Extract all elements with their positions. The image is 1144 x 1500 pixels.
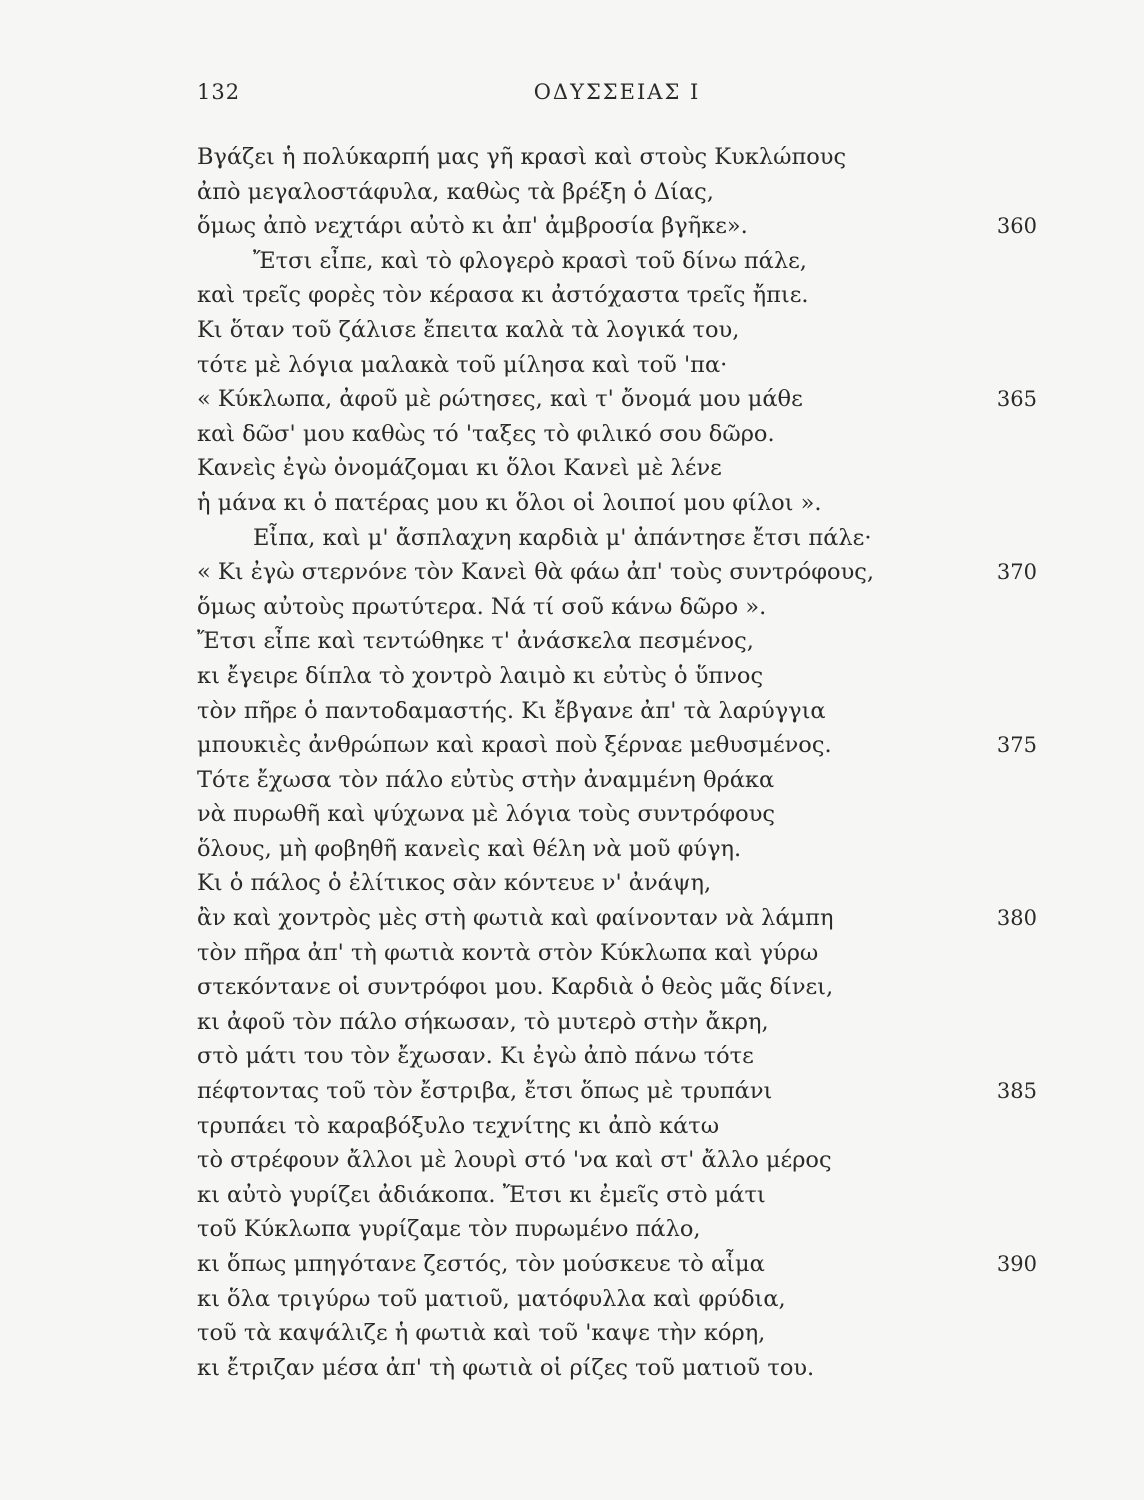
verse-text: στεκόντανε οἱ συντρόφοι μου. Καρδιὰ ὁ θεὸς μᾶς δίνει, bbox=[197, 974, 834, 1001]
verse-line bbox=[197, 832, 1037, 867]
verse-text: κι ἔγειρε δίπλα τὸ χοντρὸ λαιμὸ κι εὐτὺς ὁ ὕπνος bbox=[197, 662, 764, 689]
verse-text: τότε μὲ λόγια μαλακὰ τοῦ μίλησα καὶ τοῦ 'πα· bbox=[197, 351, 728, 378]
verse-text: νὰ πυρωθῆ καὶ ψύχωνα μὲ λόγια τοὺς συντρόφους bbox=[197, 801, 776, 828]
verse-text: ὅλους, μὴ φοβηθῆ κανεὶς καὶ θέλη νὰ μοῦ φύγη. bbox=[197, 835, 742, 862]
verse-text: Κι ὅταν τοῦ ζάλισε ἔπειτα καλὰ τὰ λογικά του, bbox=[197, 316, 740, 343]
verse-text: κι αὐτὸ γυρίζει ἀδιάκοπα. Ἔτσι κι ἐμεῖς στὸ μάτι bbox=[197, 1181, 766, 1208]
verse-text: Κι ὁ πάλος ὁ ἐλίτικος σὰν κόντευε ν' ἀνάψη, bbox=[197, 870, 712, 897]
verse-text: τοῦ Κύκλωπα γυρίζαμε τὸν πυρωμένο πάλο, bbox=[197, 1216, 701, 1243]
running-title: ΟΔΥΣΣΕΙΑΣ Ι bbox=[533, 80, 701, 104]
verse-text: τοῦ τὰ καψάλιζε ἡ φωτιὰ καὶ τοῦ 'καψε τὴν κόρη, bbox=[197, 1320, 766, 1347]
verse-text: ἂν καὶ χοντρὸς μὲς στὴ φωτιὰ καὶ φαίνονταν νὰ λάμπη bbox=[197, 905, 834, 932]
poem-text bbox=[197, 140, 1037, 1385]
verse-line bbox=[197, 1178, 1037, 1213]
verse-line bbox=[197, 417, 1037, 452]
verse-line bbox=[197, 763, 1037, 798]
verse-line bbox=[197, 278, 1037, 313]
verse-text: κι ἔτριζαν μέσα ἀπ' τὴ φωτιὰ οἱ ρίζες τοῦ ματιοῦ του. bbox=[197, 1354, 815, 1381]
verse-line bbox=[197, 797, 1037, 832]
verse-text: Ἔτσι εἶπε καὶ τεντώθηκε τ' ἀνάσκελα πεσμένος, bbox=[197, 628, 754, 655]
verse-line bbox=[197, 209, 1037, 244]
verse-line bbox=[197, 521, 1037, 556]
line-number: 380 bbox=[996, 906, 1037, 931]
verse-text: μπουκιὲς ἀνθρώπων καὶ κρασὶ ποὺ ξέρναε μεθυσμένος. bbox=[197, 732, 832, 759]
verse-line bbox=[197, 244, 1037, 279]
verse-line bbox=[197, 901, 1037, 936]
page-header bbox=[197, 80, 1037, 114]
verse-line bbox=[197, 1039, 1037, 1074]
verse-line bbox=[197, 451, 1037, 486]
verse-text: Κανεὶς ἐγὼ ὀνομάζομαι κι ὅλοι Κανεὶ μὲ λένε bbox=[197, 455, 722, 482]
verse-line bbox=[197, 1282, 1037, 1317]
verse-line bbox=[197, 1005, 1037, 1040]
verse-text: Τότε ἔχωσα τὸν πάλο εὐτὺς στὴν ἀναμμένη θράκα bbox=[197, 766, 775, 793]
verse-line bbox=[197, 659, 1037, 694]
verse-line bbox=[197, 313, 1037, 348]
line-number: 390 bbox=[996, 1252, 1037, 1276]
verse-line bbox=[197, 1143, 1037, 1178]
verse-text: τὸ στρέφουν ἄλλοι μὲ λουρὶ στό 'να καὶ στ' ἄλλο μέρος bbox=[197, 1147, 832, 1174]
verse-line bbox=[197, 1247, 1037, 1282]
verse-text: ἡ μάνα κι ὁ πατέρας μου κι ὅλοι οἱ λοιποί μου φίλοι ». bbox=[197, 489, 822, 516]
verse-line bbox=[197, 624, 1037, 659]
verse-text: τὸν πῆρα ἀπ' τὴ φωτιὰ κοντὰ στὸν Κύκλωπα καὶ γύρω bbox=[197, 939, 819, 966]
verse-line bbox=[197, 555, 1037, 590]
line-number: 365 bbox=[996, 387, 1037, 412]
line-number: 375 bbox=[996, 733, 1037, 758]
verse-line bbox=[197, 348, 1037, 383]
verse-text: τρυπάει τὸ καραβόξυλο τεχνίτης κι ἀπὸ κάτω bbox=[197, 1112, 720, 1139]
page-number: 132 bbox=[197, 80, 241, 104]
verse-text: κι ὅλα τριγύρω τοῦ ματιοῦ, ματόφυλλα καὶ φρύδια, bbox=[197, 1285, 786, 1312]
verse-text: στὸ μάτι του τὸν ἔχωσαν. Κι ἐγὼ ἀπὸ πάνω τότε bbox=[197, 1043, 754, 1070]
verse-line bbox=[197, 866, 1037, 901]
verse-line bbox=[197, 1109, 1037, 1144]
verse-text: τὸν πῆρε ὁ παντοδαμαστής. Κι ἔβγανε ἀπ' τὰ λαρύγγια bbox=[197, 697, 826, 724]
verse-line bbox=[197, 175, 1037, 210]
verse-line bbox=[197, 970, 1037, 1005]
verse-line bbox=[197, 140, 1037, 175]
verse-line bbox=[197, 590, 1037, 625]
verse-text: κι ὅπως μπηγότανε ζεστός, τὸν μούσκευε τὸ αἷμα bbox=[197, 1251, 765, 1277]
verse-line bbox=[197, 486, 1037, 521]
line-number: 385 bbox=[996, 1079, 1037, 1104]
verse-text: καὶ δῶσ' μου καθὼς τό 'ταξες τὸ φιλικό σου δῶρο. bbox=[197, 420, 775, 447]
verse-text: ὅμως ἀπὸ νεχτάρι αὐτὸ κι ἀπ' ἀμβροσία βγῆκε». bbox=[197, 213, 748, 240]
verse-text: καὶ τρεῖς φορὲς τὸν κέρασα κι ἀστόχαστα τρεῖς ἤπιε. bbox=[197, 282, 809, 309]
verse-line bbox=[197, 728, 1037, 763]
verse-text: ὅμως αὐτοὺς πρωτύτερα. Νά τί σοῦ κάνω δῶρο ». bbox=[197, 593, 767, 620]
verse-text: Βγάζει ἡ πολύκαρπή μας γῆ κρασὶ καὶ στοὺς Κυκλώπους bbox=[197, 144, 847, 170]
verse-line bbox=[197, 382, 1037, 417]
verse-line bbox=[197, 936, 1037, 971]
line-number: 370 bbox=[996, 560, 1037, 585]
verse-line bbox=[197, 1074, 1037, 1109]
verse-line bbox=[197, 1316, 1037, 1351]
verse-text: « Κύκλωπα, ἀφοῦ μὲ ρώτησες, καὶ τ' ὄνομά μου μάθε bbox=[197, 386, 803, 413]
verse-text: πέφτοντας τοῦ τὸν ἔστριβα, ἔτσι ὅπως μὲ τρυπάνι bbox=[197, 1078, 773, 1105]
verse-text: ἀπὸ μεγαλοστάφυλα, καθὼς τὰ βρέξη ὁ Δίας, bbox=[197, 178, 714, 205]
verse-line bbox=[197, 1351, 1037, 1386]
verse-line bbox=[197, 1212, 1037, 1247]
line-number: 360 bbox=[996, 214, 1037, 239]
verse-text: « Κι ἐγὼ στερνόνε τὸν Κανεὶ θὰ φάω ἀπ' τοὺς συντρόφους, bbox=[197, 559, 875, 586]
verse-line bbox=[197, 694, 1037, 729]
verse-text: Εἶπα, καὶ μ' ἄσπλαχνη καρδιὰ μ' ἀπάντησε ἔτσι πάλε· bbox=[253, 524, 872, 551]
verse-text: κι ἀφοῦ τὸν πάλο σήκωσαν, τὸ μυτερὸ στὴν ἄκρη, bbox=[197, 1008, 769, 1035]
verse-text: Ἔτσι εἶπε, καὶ τὸ φλογερὸ κρασὶ τοῦ δίνω πάλε, bbox=[253, 247, 807, 274]
